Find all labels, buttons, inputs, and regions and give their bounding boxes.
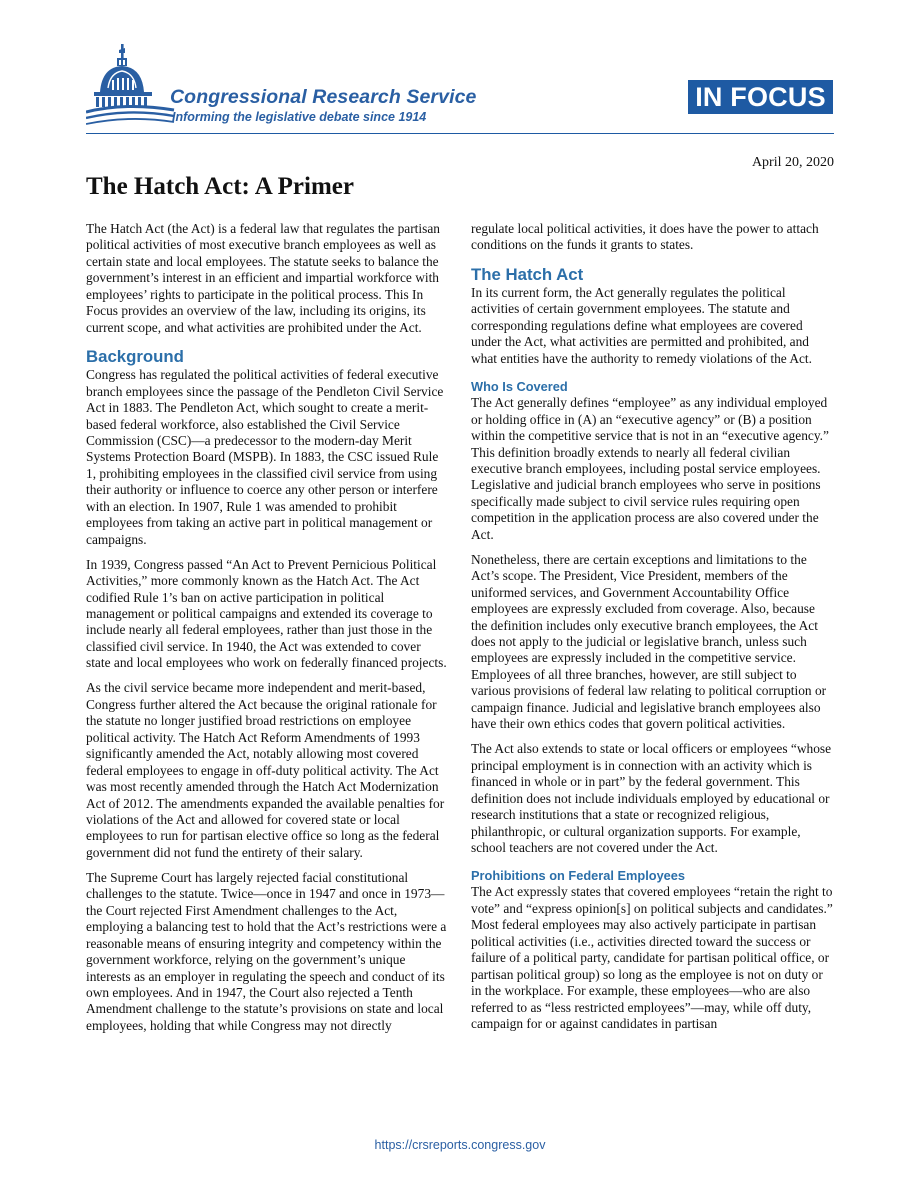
hatch-act-paragraph: In its current form, the Act generally regulates the political activities of certain government employees. The statute and corresponding regulations define what employees are covered under the Act, what activities are permitted and prohibited, and what entities have the authority to remedy violations of the Act. xyxy=(471,284,813,366)
who-is-covered-heading: Who Is Covered xyxy=(471,379,568,395)
background-heading: Background xyxy=(86,347,184,367)
prohibitions-heading: Prohibitions on Federal Employees xyxy=(471,868,686,884)
background-paragraph-1: Congress has regulated the political activities of federal executive branch employees since the passage of the Pendleton Civil Service Act in 1883. The Pendleton Act, which sought to create a merit-based federal workforce, also established the Civil Service Commission (CSC)—a predecessor to the modern-day Merit Systems Protection Board (MSPB). In 1883, the CSC issued Rule 1, prohibiting employees in the classified civil service from using their authority or influence to coerce any other person or interfere with an election. In 1907, Rule 1 was amended to prohibit employees from taking an active part in political management or campaigns. xyxy=(86,367,444,547)
right-column xyxy=(471,221,833,1041)
footer-link[interactable]: https://crsreports.congress.gov xyxy=(374,1138,546,1152)
background-paragraph-4: The Supreme Court has largely rejected facial constitutional challenges to the statute. Twice—once in 1947 and once in 1973—the Court rejected First Amendment challenges to the Act, employing a balancing test to hold that the Act’s restrictions were a reasonable means of ensuring integrity and competency within the government workforce, relying on the government’s unique interests as an employer in regulating the speech and conduct of its own employees. And in 1947, the Court also rejected a Tenth Amendment challenge to the statute’s provisions on state and local employees, holding that while Congress may not directly xyxy=(86,869,447,1033)
intro-paragraph: The Hatch Act (the Act) is a federal law that regulates the partisan political activities of most executive branch employees as well as certain state and local employees. The statute seeks to balance the government’s interest in an efficient and impartial workforce with employees’ rights to participate in the political process. This In Focus provides an overview of the law, including its origins, its current scope, and what activities are prohibited under the Act. xyxy=(86,221,440,335)
who-is-covered-paragraph-1: The Act generally defines “employee” as any individual employed or holding office in (A) an “executive agency” or (B) a position within the competitive service that is not in an “executive agency.” This definition broadly extends to nearly all federal civilian executive branch employees, including postal service employees. Legislative and judicial branch employees who serve in positions specifically made subject to civil service rules requiring open competition in the application process are also covered under the Act. xyxy=(471,395,829,542)
who-is-covered-paragraph-3: The Act also extends to state or local officers or employees “whose principal employment is in connection with an activity which is financed in whole or in part” by the federal government. This definition does not include individuals employed by educational or research institutions that a state or recognized religious, philanthropic, or cultural organization supports. For example, school teachers are not covered under the Act. xyxy=(471,741,832,855)
in-focus-badge: IN FOCUS xyxy=(688,80,833,114)
background-paragraph-2: In 1939, Congress passed “An Act to Prevent Pernicious Political Activities,” more commonly known as the Hatch Act. The Act codified Rule 1’s ban on active participation in political management or political campaigns and extended its coverage to include nearly all federal employees, rather than just those in the classified civil service. In 1940, the Act was extended to cover state and local employees who work on federally financed projects. xyxy=(86,556,447,671)
org-tagline: Informing the legislative debate since 1914 xyxy=(172,110,427,124)
hatch-act-heading: The Hatch Act xyxy=(471,264,584,284)
prohibitions-paragraph-1: The Act expressly states that covered employees “retain the right to vote” and “express opinion[s] on political subjects and candidates.” Most federal employees may also actively participate in partisan political activities (i.e., activities directed toward the success or failure of a political party, candidate for partisan political office, or partisan political group) so long as the employee is not on duty or in the workplace. For example, these employees—who are also referred to as “less restricted employees”—may, while off duty, campaign for or against candidates in partisan xyxy=(471,884,833,1032)
publication-date: April 20, 2020 xyxy=(751,155,834,170)
who-is-covered-paragraph-2: Nonetheless, there are certain exceptions and limitations to the Act’s scope. The President, Vice President, members of the uniformed services, and Government Accountability Office employees are expressly excluded from coverage. Also, because the definition includes only executive branch employees, the Act does not apply to the judicial or legislative branch, unless such employees are expressly included in the competitive service. Employees of all three branches, however, are still subject to various provisions of federal law relating to political corruption or campaign finance. Judicial and legislative branch employees also have their own ethics codes that govern political activities. xyxy=(471,551,827,732)
page-title: The Hatch Act: A Primer xyxy=(86,173,354,200)
continuation-paragraph: regulate local political activities, it does have the power to attach conditions on the funds it grants to states. xyxy=(471,221,819,253)
header-divider xyxy=(86,133,834,134)
capitol-dome-icon xyxy=(86,40,176,130)
background-paragraph-3: As the civil service became more independent and merit-based, Congress further altered the Act because the original rationale for the statute no longer justified broad restrictions on employee political activity. The Hatch Act Reform Amendments of 1993 significantly amended the Act, notably allowing most covered federal employees to engage in off-duty political activity. The Act was most recently amended through the Hatch Act Modernization Act of 2012. The amendments expanded the available penalties for violations of the Act and allowed for covered state or local employees to run for partisan elective office so long as the federal government did not fund the entirety of their salary. xyxy=(86,680,445,860)
left-column xyxy=(86,221,448,1043)
org-name: Congressional Research Service xyxy=(170,86,477,108)
